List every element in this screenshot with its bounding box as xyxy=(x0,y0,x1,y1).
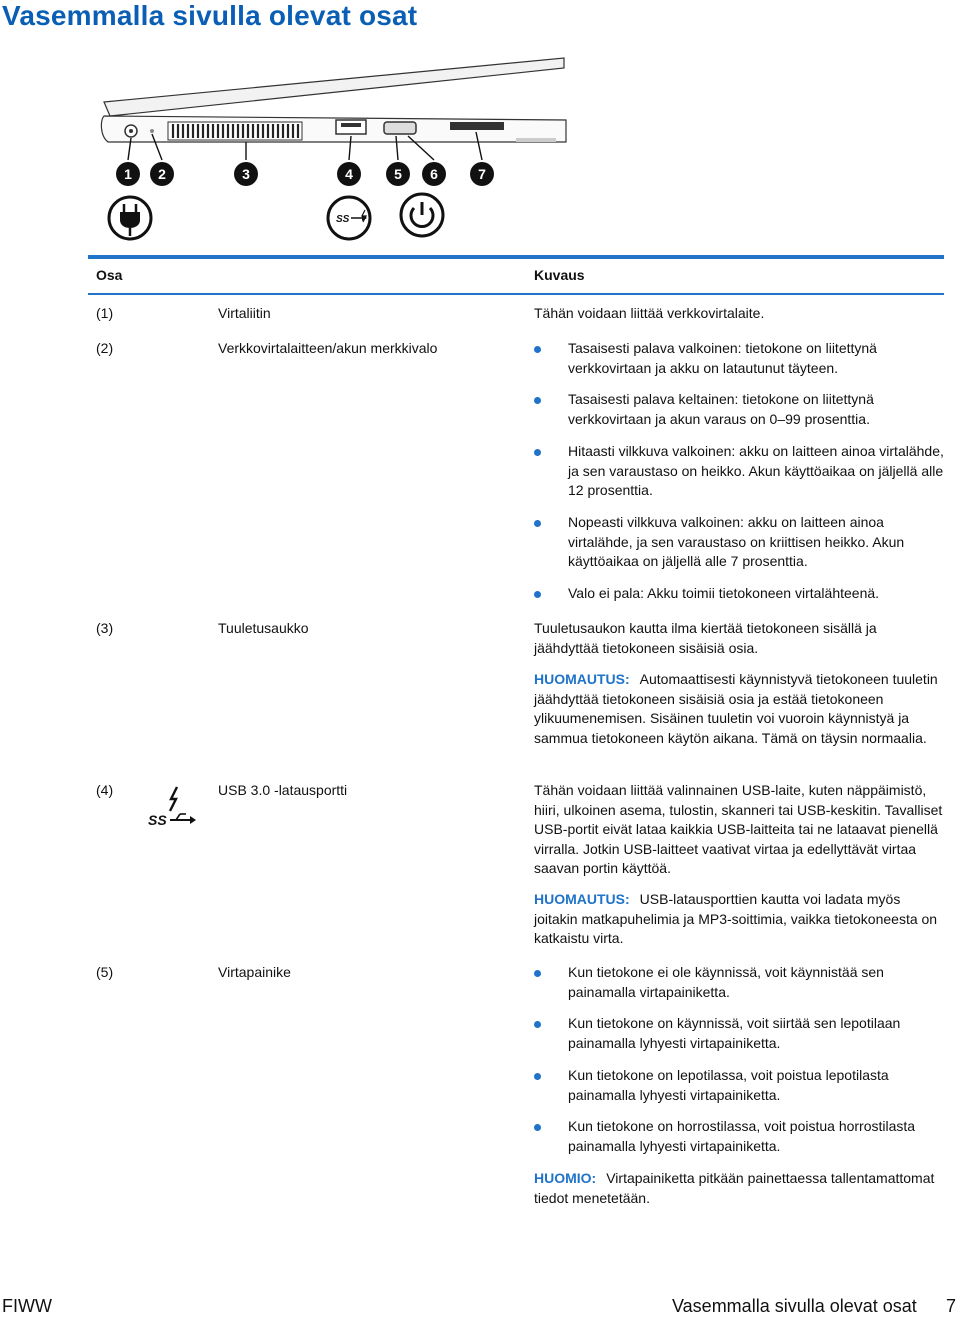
bullet-item: Kun tietokone ei ole käynnissä, voit käynnistää sen painamalla virtapainiketta. xyxy=(568,964,884,1000)
row-part-name: Virtapainike xyxy=(218,964,291,980)
row-description: Tähän voidaan liittää valinnainen USB-laite, kuten näppäimistö, hiiri, ulkoinen asema, tulostin, skanneri tai USB-keskitin. Tavalliset USB-portit eivät lataa kaikkia USB-laitteita tai ne lataavat pienellä virralla. Jotkin USB-laitteet vaativat virtaa ja edellyttävät virtaa saavan portin käyttöä. xyxy=(534,782,943,876)
power-button-icon xyxy=(401,194,443,236)
bullet-marker xyxy=(534,449,541,456)
note-block xyxy=(534,890,944,949)
footer-locale: FIWW xyxy=(2,1296,52,1316)
callout-markers xyxy=(116,162,494,186)
svg-text:1: 1 xyxy=(124,166,132,182)
svg-text:2: 2 xyxy=(158,166,166,182)
note-label: HUOMAUTUS: xyxy=(534,671,630,687)
row-part-name: USB 3.0 -latausportti xyxy=(218,782,348,798)
row-description: Tuuletusaukon kautta ilma kiertää tietokoneen sisällä ja jäähdyttää tietokoneen sisäisiä osia. xyxy=(534,620,877,656)
bullet-marker xyxy=(534,970,541,977)
bullet-marker xyxy=(534,1124,541,1131)
row-number: (3) xyxy=(96,620,114,636)
usb-charging-icon xyxy=(328,197,370,239)
bullet-item: Kun tietokone on lepotilassa, voit poistua lepotilasta painamalla lyhyesti virtapainiketta. xyxy=(568,1067,889,1103)
bullet-item: Tasaisesti palava keltainen: tietokone on liitettynä verkkovirtaan ja akun varaus on 0–99 prosenttia. xyxy=(568,391,874,427)
card-reader-slot xyxy=(450,122,504,130)
ac-battery-light xyxy=(150,129,154,133)
note-label: HUOMIO: xyxy=(534,1170,597,1186)
page-title: Vasemmalla sivulla olevat osat xyxy=(2,0,418,31)
bullet-item: Hitaasti vilkkuva valkoinen: akku on laitteen ainoa virtalähde, ja sen varaustaso on heikko. Akun käyttöaikaa on jäljellä alle 12 prosenttia. xyxy=(568,443,944,498)
footer-section-title: Vasemmalla sivulla olevat osat xyxy=(672,1296,917,1316)
column-header-part: Osa xyxy=(96,267,123,283)
page-number: 7 xyxy=(946,1296,957,1316)
svg-text:5: 5 xyxy=(394,166,402,182)
row-description: Tähän voidaan liittää verkkovirtalaite. xyxy=(534,305,765,321)
bullet-marker xyxy=(534,1073,541,1080)
note-block xyxy=(534,670,944,748)
table-top-rule xyxy=(88,255,944,259)
bullet-marker xyxy=(534,520,541,527)
svg-text:7: 7 xyxy=(478,166,486,182)
power-plug-icon xyxy=(109,197,151,239)
bullet-item: Tasaisesti palava valkoinen: tietokone on liitettynä verkkovirtaan ja akku on latautunut täyteen. xyxy=(568,340,877,376)
row-number: (4) xyxy=(96,782,114,798)
bullet-marker xyxy=(534,1021,541,1028)
row-part-name: Verkkovirtalaitteen/akun merkkivalo xyxy=(218,340,438,356)
row-part-name: Tuuletusaukko xyxy=(218,620,309,636)
vent-grille xyxy=(168,122,302,140)
bullet-marker xyxy=(534,346,541,353)
table-header-rule xyxy=(88,293,944,295)
svg-text:3: 3 xyxy=(242,166,250,182)
bullet-item: Kun tietokone on käynnissä, voit siirtää sen lepotilaan painamalla lyhyesti virtapainiketta. xyxy=(568,1015,901,1051)
note-block xyxy=(534,1169,944,1208)
note-text: Automaattisesti käynnistyvä tietokoneen tuuletin jäähdyttää tietokoneen sisäisiä osia ja estää tietokoneen ylikuumenemisen. Sisäinen tuuletin voi vuoroin käynnistyä ja sammua tietokoneen käytön aikana. Tämä on täysin normaalia. xyxy=(534,671,938,746)
row-part-name: Virtaliitin xyxy=(218,305,271,321)
note-label: HUOMAUTUS: xyxy=(534,891,630,907)
svg-text:4: 4 xyxy=(345,166,353,182)
row-number: (2) xyxy=(96,340,114,356)
power-button-shape xyxy=(384,122,416,134)
svg-text:SS: SS xyxy=(336,214,350,225)
usb-charging-icon xyxy=(146,785,198,829)
row-number: (1) xyxy=(96,305,114,321)
column-header-description: Kuvaus xyxy=(534,267,585,283)
svg-text:6: 6 xyxy=(430,166,438,182)
bullet-marker xyxy=(534,397,541,404)
bullet-item: Valo ei pala: Akku toimii tietokoneen virtalähteenä. xyxy=(568,585,880,601)
bullet-item: Kun tietokone on horrostilassa, voit poistua horrostilasta painamalla lyhyesti virtapainiketta. xyxy=(568,1118,916,1154)
note-text: USB-latausporttien kautta voi ladata myös joitakin matkapuhelimia ja MP3-soittimia, vaikka tietokoneesta on katkaistu virta. xyxy=(534,891,938,946)
bullet-item: Nopeasti vilkkuva valkoinen: akku on laitteen ainoa virtalähde, ja sen varaustaso on kriittisen heikko. Akun käyttöaikaa on jäljellä alle 7 prosenttia. xyxy=(568,514,905,569)
bullet-marker xyxy=(534,591,541,598)
note-text: Virtapainiketta pitkään painettaessa tallentamattomat tiedot menetetään. xyxy=(534,1170,935,1206)
svg-text:SS: SS xyxy=(148,812,167,828)
row-number: (5) xyxy=(96,964,114,980)
laptop-left-side-illustration xyxy=(96,50,596,250)
